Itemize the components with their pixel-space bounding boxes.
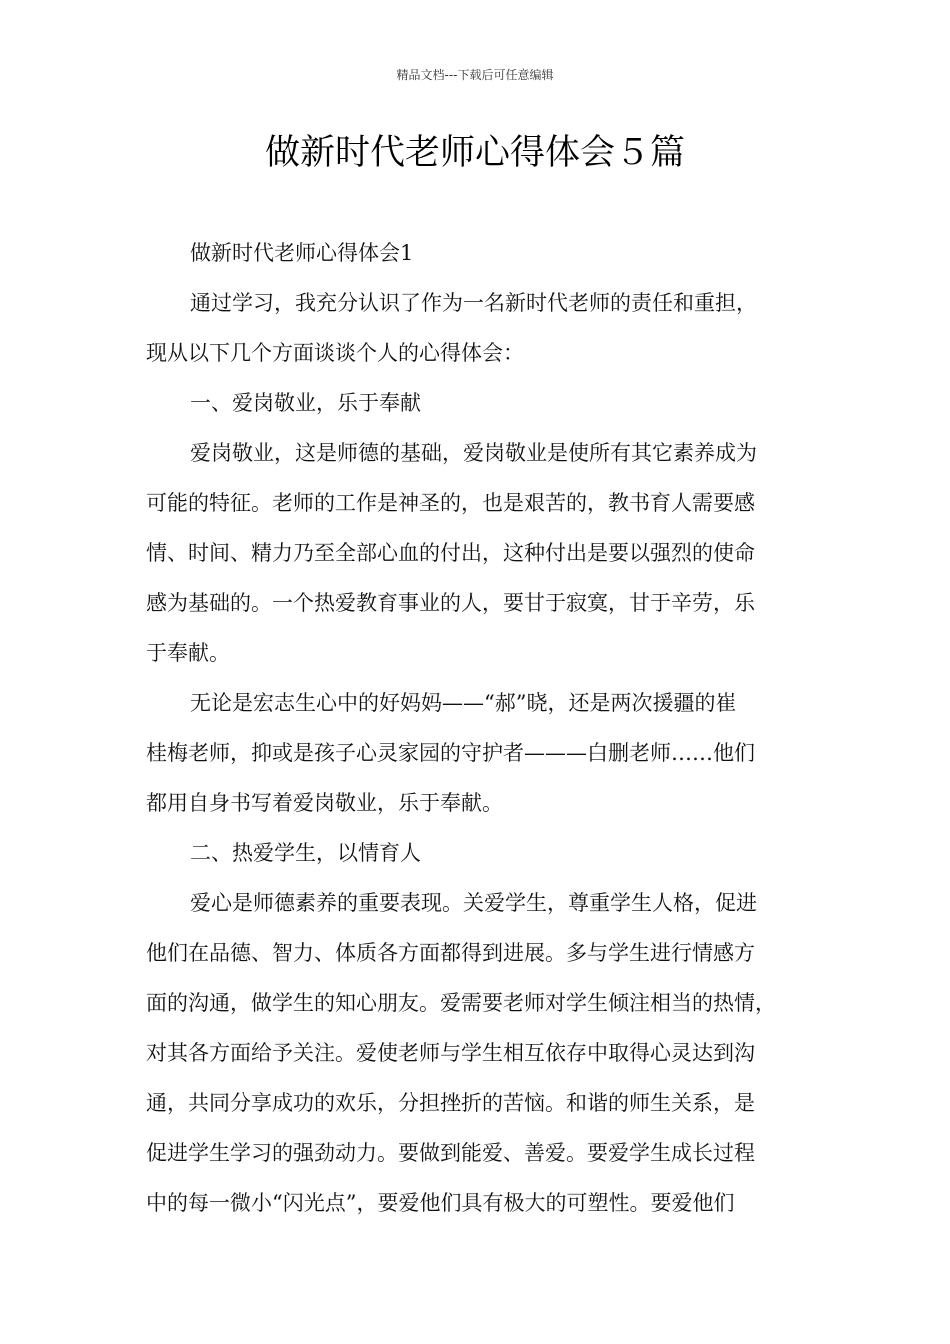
text-line: 做新时代老师心得体会1 <box>190 241 414 265</box>
text-line: 面的沟通，做学生的知心朋友。爱需要老师对学生倾注相当的热情， <box>146 991 776 1015</box>
text-line: 促进学生学习的强劲动力。要做到能爱、善爱。要爱学生成长过程 <box>146 1141 755 1165</box>
text-line: 现从以下几个方面谈谈个人的心得体会： <box>146 341 524 365</box>
text-line: 爱岗敬业，这是师德的基础，爱岗敬业是使所有其它素养成为 <box>190 441 757 465</box>
text-line: 爱心是师德素养的重要表现。关爱学生，尊重学生人格，促进 <box>190 891 757 915</box>
document-body <box>146 228 836 1228</box>
text-line: 通，共同分享成功的欢乐，分担挫折的苦恼。和谐的师生关系，是 <box>146 1091 755 1115</box>
text-line: 感为基础的。一个热爱教育事业的人，要甘于寂寞，甘于辛劳，乐 <box>146 591 755 615</box>
text-line: 他们在品德、智力、体质各方面都得到进展。多与学生进行情感方 <box>146 941 755 965</box>
text-line: 桂梅老师，抑或是孩子心灵家园的守护者———白删老师……他们 <box>146 741 755 765</box>
text-line: 对其各方面给予关注。爱使老师与学生相互依存中取得心灵达到沟 <box>146 1041 755 1065</box>
text-line: 通过学习，我充分认识了作为一名新时代老师的责任和重担， <box>190 291 757 315</box>
text-line: 二、热爱学生，以情育人 <box>190 841 421 865</box>
text-line: 可能的特征。老师的工作是神圣的，也是艰苦的，教书育人需要感 <box>146 491 755 515</box>
text-line: 于奉献。 <box>146 641 230 665</box>
text-line: 情、时间、精力乃至全部心血的付出，这种付出是要以强烈的使命 <box>146 541 755 565</box>
text-line: 都用自身书写着爱岗敬业，乐于奉献。 <box>146 791 503 815</box>
header-note: 精品文档---下载后可任意编辑 <box>396 68 554 82</box>
text-line: 无论是宏志生心中的好妈妈——“郝”晓，还是两次援疆的崔 <box>190 691 737 715</box>
text-line: 一、爱岗敬业，乐于奉献 <box>190 391 421 415</box>
text-line: 中的每一微小“闪光点”，要爱他们具有极大的可塑性。要爱他们 <box>146 1191 735 1215</box>
document-title: 做新时代老师心得体会５篇 <box>264 133 685 173</box>
